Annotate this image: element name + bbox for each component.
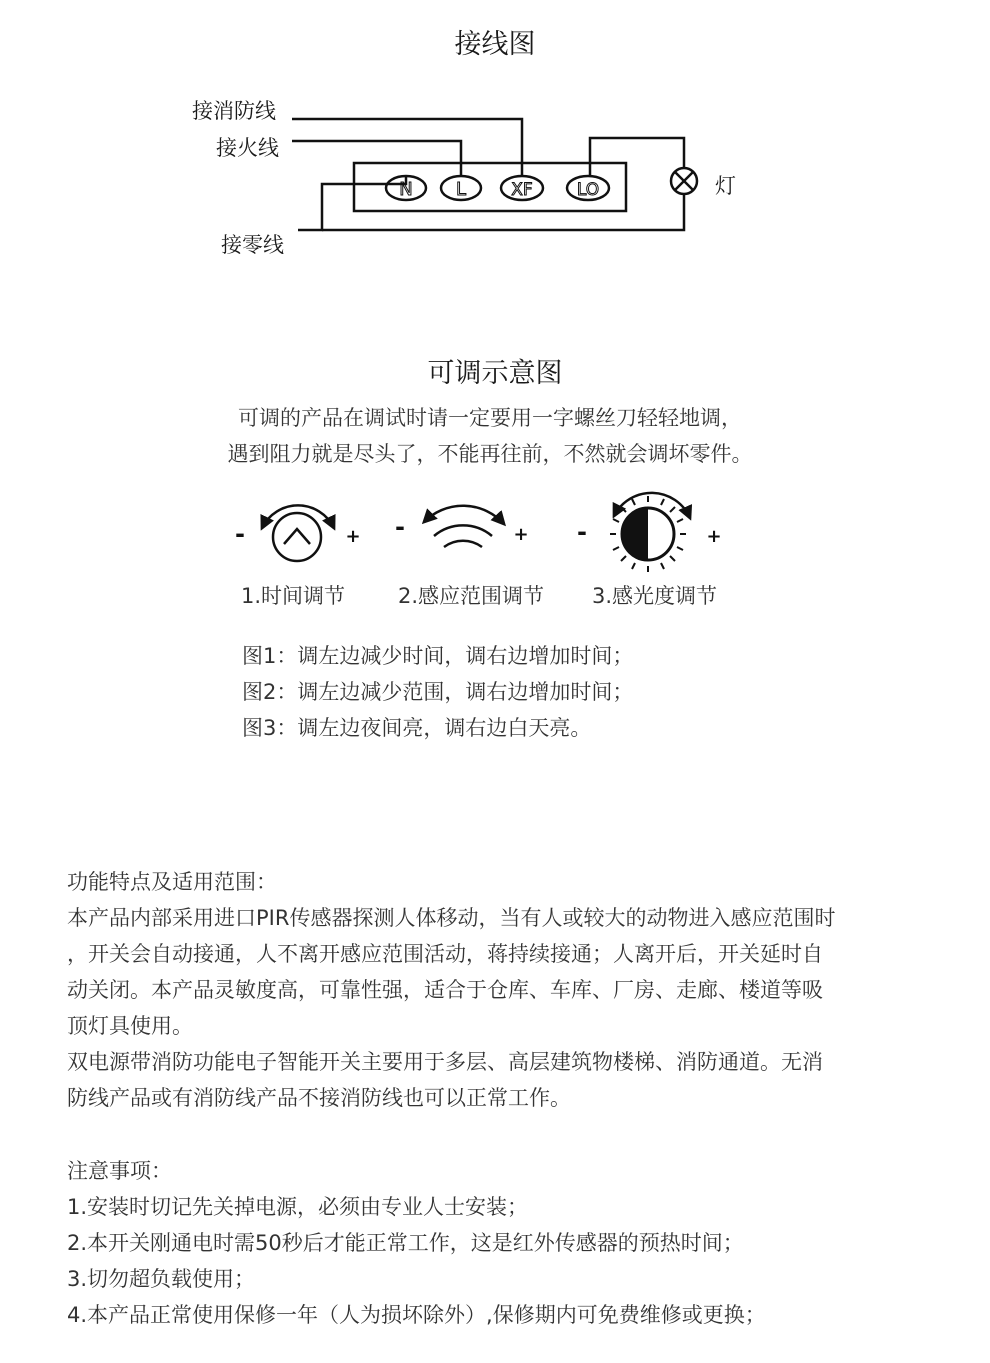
features-section (67, 864, 947, 1116)
lamp-label: 灯 (715, 174, 736, 198)
fire-wire (292, 119, 522, 175)
notes-item: 1.安装时切记先关掉电源，必须由专业人士安装； (67, 1195, 529, 1219)
notes-section (67, 1153, 947, 1333)
plus-sign-1: + (345, 526, 361, 547)
features-heading: 功能特点及适用范围： (67, 870, 277, 894)
live-wire-label: 接火线 (216, 136, 279, 160)
wiring-title: 接线图 (454, 29, 536, 60)
caption-range: 2.感应范围调节 (398, 584, 545, 608)
terminal-l-label: L (455, 179, 467, 200)
features-line: 动关闭。本产品灵敏度高，可靠性强，适合于仓库、车库、厂房、走廊、楼道等吸 (67, 978, 823, 1002)
minus-sign-2: - (395, 513, 405, 541)
caption-light: 3.感光度调节 (592, 584, 718, 608)
caption-time: 1.时间调节 (241, 584, 346, 608)
range-knob-icon (424, 506, 504, 547)
adjust-intro-line-2: 遇到阻力就是尽头了，不能再往前，不然就会调坏零件。 (227, 442, 753, 466)
time-knob-icon (262, 505, 334, 561)
figure-note-2: 图2：调左边减少范围，调右边增加时间； (242, 680, 634, 704)
features-line: ，开关会自动接通，人不离开感应范围活动，蒋持续接通；人离开后，开关延时自 (67, 942, 823, 966)
notes-item: 4.本产品正常使用保修一年（人为损坏除外）,保修期内可免费维修或更换； (67, 1303, 766, 1327)
light-knob-icon (610, 493, 690, 572)
fire-wire-label: 接消防线 (192, 99, 276, 123)
features-line: 本产品内部采用进口PIR传感器探测人体移动，当有人或较大的动物进入感应范围时 (67, 906, 836, 930)
figure-note-1: 图1：调左边减少时间，调右边增加时间； (242, 644, 634, 668)
neutral-wire-label: 接零线 (221, 233, 284, 257)
features-line: 顶灯具使用。 (67, 1014, 193, 1038)
adjust-title: 可调示意图 (427, 358, 563, 389)
wiring-diagram (0, 80, 990, 270)
terminal-n-label: N (399, 179, 413, 200)
figure-note-3: 图3：调左边夜间亮，调右边白天亮。 (242, 716, 592, 740)
lamp-wire-top (590, 138, 684, 175)
notes-item: 3.切勿超负载使用； (67, 1267, 256, 1291)
adjust-intro-line-1: 可调的产品在调试时请一定要用一字螺丝刀轻轻地调， (238, 406, 742, 430)
terminal-lo-label: LO (576, 180, 600, 200)
minus-sign-1: - (235, 520, 245, 548)
features-line: 双电源带消防功能电子智能开关主要用于多层、高层建筑物楼梯、消防通道。无消 (67, 1050, 823, 1074)
notes-item: 2.本开关刚通电时需50秒后才能正常工作，这是红外传感器的预热时间； (67, 1231, 744, 1255)
terminal-xf-label: XF (511, 180, 533, 200)
live-wire (292, 141, 461, 175)
notes-heading: 注意事项： (67, 1159, 172, 1183)
minus-sign-3: - (577, 518, 587, 546)
features-line: 防线产品或有消防线产品不接消防线也可以正常工作。 (67, 1086, 571, 1110)
plus-sign-3: + (706, 526, 722, 547)
neutral-wire (298, 175, 406, 230)
plus-sign-2: + (513, 524, 529, 545)
knob-icons (0, 490, 990, 580)
